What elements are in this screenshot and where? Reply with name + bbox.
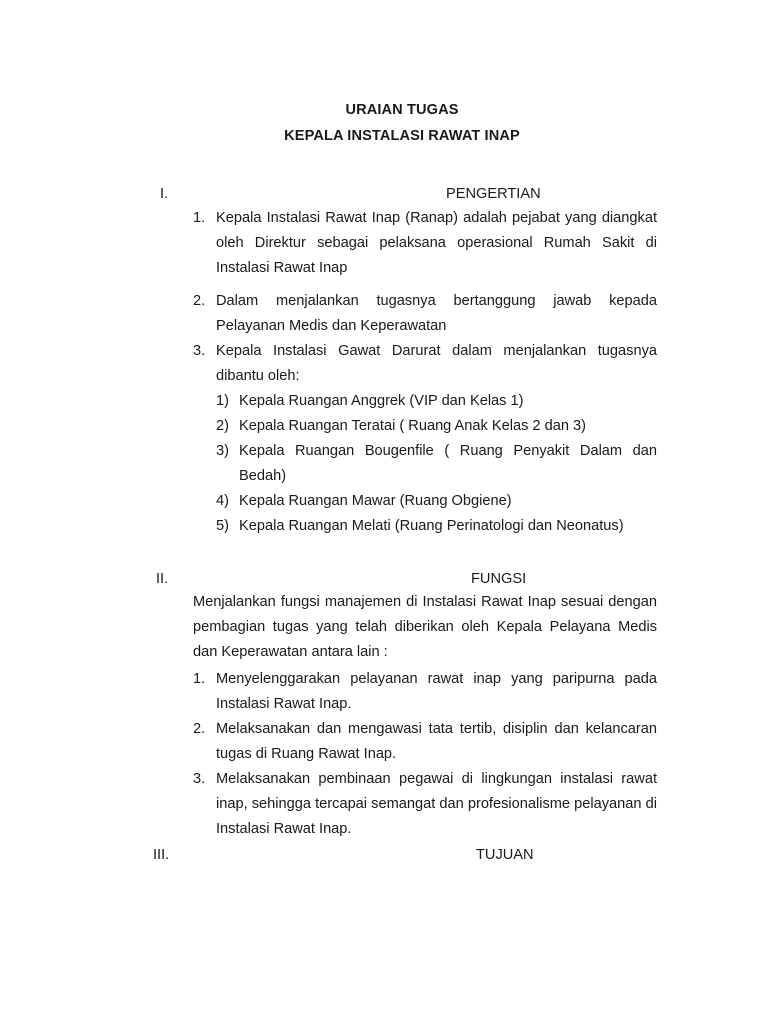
- list-item-number: 2.: [193, 293, 206, 309]
- document-title: URAIAN TUGAS: [345, 102, 459, 118]
- document-subtitle: KEPALA INSTALASI RAWAT INAP: [284, 128, 520, 144]
- sub-list-item-number: 3): [216, 443, 229, 459]
- section-intro: Menjalankan fungsi manajemen di Instalasi Rawat Inap sesuai dengan pembagian tugas yang telah diberikan oleh Kepala Pelayana Medis dan Keperawatan antara lain :: [193, 594, 657, 660]
- list-item-text: Kepala Instalasi Rawat Inap (Ranap) adalah pejabat yang diangkat oleh Direktur sebagai pelaksana operasional Rumah Sakit di Instalasi Rawat Inap: [216, 210, 657, 276]
- section-number: II.: [156, 571, 169, 587]
- section-heading: FUNGSI: [471, 571, 527, 587]
- list-item-number: 1.: [193, 210, 206, 226]
- section-heading: PENGERTIAN: [446, 186, 541, 202]
- list-item-text: Melaksanakan dan mengawasi tata tertib, disiplin dan kelancaran tugas di Ruang Rawat Inap.: [216, 721, 657, 762]
- list-item-text: Dalam menjalankan tugasnya bertanggung jawab kepada Pelayanan Medis dan Keperawatan: [216, 293, 657, 334]
- sub-list-item-number: 2): [216, 418, 229, 434]
- sub-list-item-text: Kepala Ruangan Melati (Ruang Perinatologi dan Neonatus): [239, 518, 624, 534]
- sub-list-item-text: Kepala Ruangan Mawar (Ruang Obgiene): [239, 493, 512, 509]
- sub-list-item-number: 5): [216, 518, 229, 534]
- list-item-number: 3.: [193, 343, 206, 359]
- list-item-text: Menyelenggarakan pelayanan rawat inap yang paripurna pada Instalasi Rawat Inap.: [216, 671, 657, 712]
- list-item-text: Melaksanakan pembinaan pegawai di lingkungan instalasi rawat inap, sehingga tercapai semangat dan profesionalisme pelayanan di Instalasi Rawat Inap.: [216, 771, 657, 837]
- section-number: I.: [160, 186, 169, 202]
- sub-list-item-text: Kepala Ruangan Teratai ( Ruang Anak Kelas 2 dan 3): [239, 418, 586, 434]
- sub-list-item-number: 1): [216, 393, 229, 409]
- list-item-number: 3.: [193, 771, 206, 787]
- list-item-text: Kepala Instalasi Gawat Darurat dalam menjalankan tugasnya dibantu oleh:: [216, 343, 657, 384]
- list-item-number: 1.: [193, 671, 206, 687]
- list-item-number: 2.: [193, 721, 206, 737]
- sub-list-item-text: Kepala Ruangan Anggrek (VIP dan Kelas 1): [239, 393, 524, 409]
- sub-list-item-text: Kepala Ruangan Bougenfile ( Ruang Penyakit Dalam dan Bedah): [239, 443, 657, 484]
- section-number: III.: [153, 847, 170, 863]
- sub-list-item-number: 4): [216, 493, 229, 509]
- section-heading: TUJUAN: [476, 847, 534, 863]
